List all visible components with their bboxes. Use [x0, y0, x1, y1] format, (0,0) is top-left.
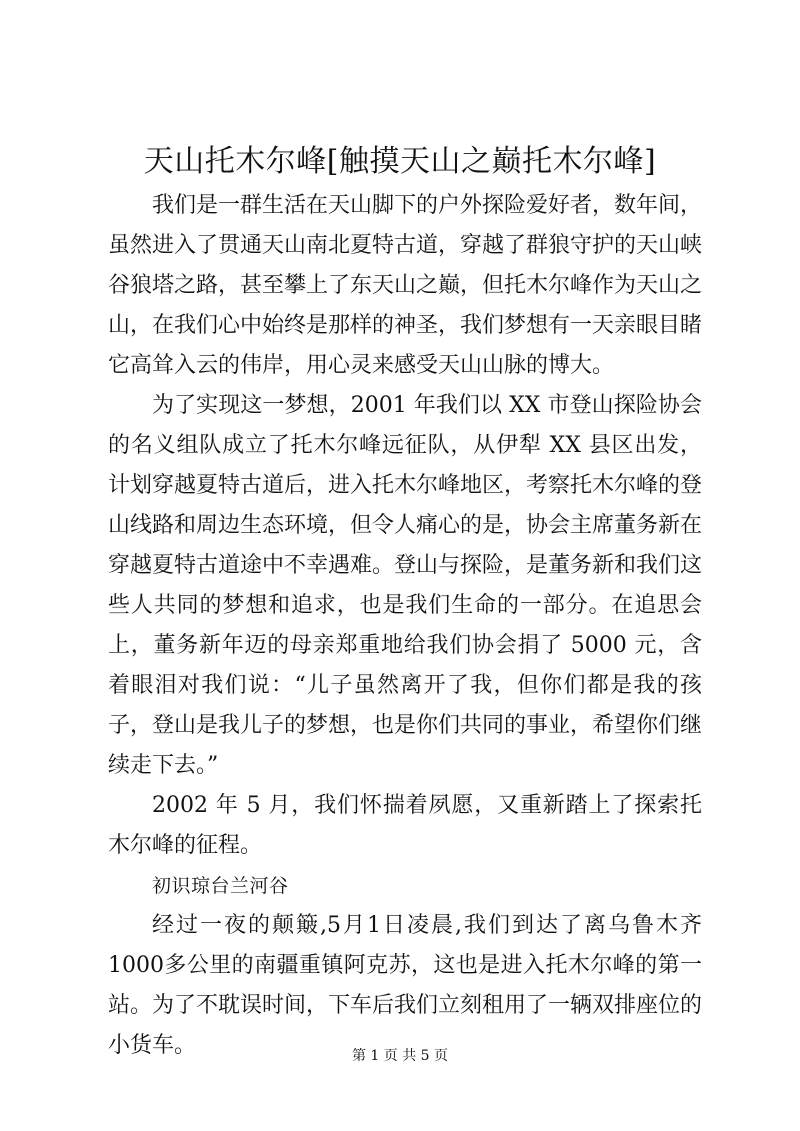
paragraph-intro: 我们是一群生活在天山脚下的户外探险爱好者，数年间，虽然进入了贯通天山南北夏特古道，穿越了群狼守护的天山峡谷狼塔之路，甚至攀上了东天山之巅，但托木尔峰作为天山之山，在我们心中始终是那样的神圣，我们梦想有一天亲眼目睹它高耸入云的伟岸，用心灵来感受天山山脉的博大。 [108, 193, 703, 378]
document-title: 天山托木尔峰[触摸天山之巅托木尔峰] [143, 144, 657, 179]
paragraph-aksu: 经过一夜的颠簸,5月1日凌晨,我们到达了离乌鲁木齐1000多公里的南疆重镇阿克苏，这也是进入托木尔峰的第一站。为了不耽误时间，下车后我们立刻租用了一辆双排座位的小货车。 [108, 913, 703, 1058]
paragraph-expedition: 为了实现这一梦想，2001 年我们以 XX 市登山探险协会的名义组队成立了托木尔峰远征队，从伊犁 XX 县区出发，计划穿越夏特古道后，进入托木尔峰地区，考察托木尔峰的登山线路和周边生态环境，但令人痛心的是，协会主席董务新在穿越夏特古道途中不幸遇难。登山与探险，是董务新和我们这些人共同的梦想和追求，也是我们生命的一部分。在追思会上，董务新年迈的母亲郑重地给我们协会捐了 5000 元，含着眼泪对我们说：“儿子虽然离开了我，但你们都是我的孩子，登山是我儿子的梦想，也是你们共同的事业，希望你们继续走下去。” [108, 393, 703, 778]
paragraph-2002: 2002 年 5 月，我们怀揣着夙愿，又重新踏上了探索托木尔峰的征程。 [108, 793, 702, 858]
page-footer: 第 1 页 共 5 页 [351, 1048, 449, 1064]
document-body [108, 186, 702, 1066]
section-heading: 初识琼台兰河谷 [152, 875, 289, 897]
